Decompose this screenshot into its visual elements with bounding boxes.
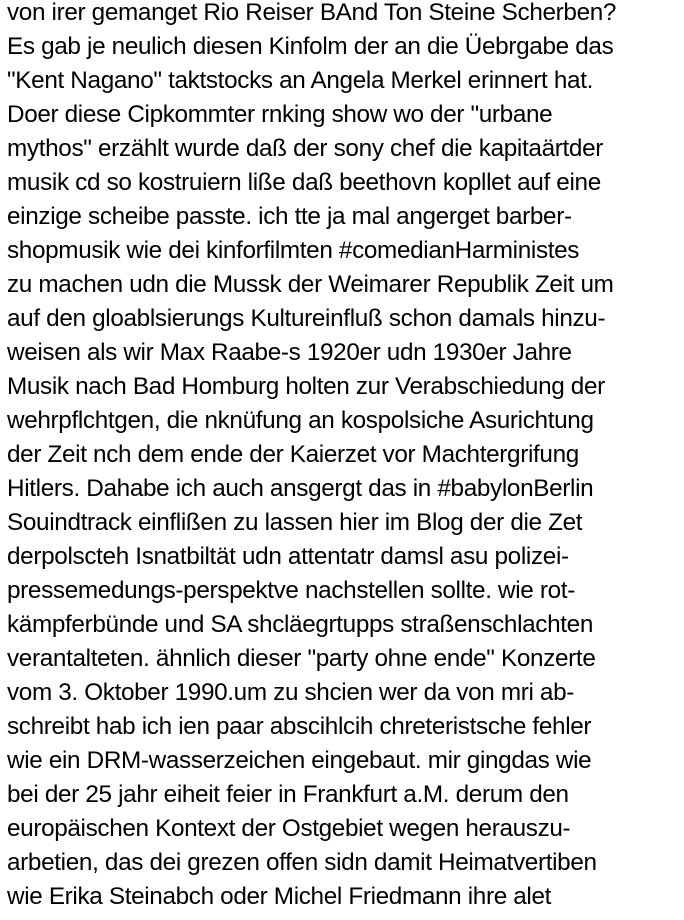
text-line: von irer gemanget Rio Reiser BAnd Ton Steine Scherben?	[7, 0, 617, 26]
text-line: "Kent Nagano" taktstocks an Angela Merkel erinnert hat.	[7, 67, 594, 94]
text-line: kämpferbünde und SA shcläegrtupps straßenschlachten	[7, 611, 593, 638]
text-line: wie Erika Steinabch oder Michel Friedmann ihre alet	[7, 883, 552, 910]
text-line: Souindtrack einflißen zu lassen hier im Blog der die Zet	[7, 509, 583, 536]
text-line: shopmusik wie dei kinforfilmten #comedianHarministes	[7, 237, 580, 264]
text-line: musik cd so kostruiern liße daß beethovn kopllet auf eine	[7, 169, 601, 196]
text-line: wehrpflchtgen, die nknüfung an kospolsiche Asurichtung	[7, 407, 594, 434]
text-line: Doer diese Cipkommter rnking show wo der "urbane	[7, 101, 553, 128]
text-line: zu machen udn die Mussk der Weimarer Republik Zeit um	[7, 271, 614, 298]
text-line: auf den gloablsierungs Kultureinfluß schon damals hinzu-	[7, 305, 606, 332]
text-line: verantalteten. ähnlich dieser "party ohne ende" Konzerte	[7, 645, 596, 672]
text-line: Musik nach Bad Homburg holten zur Verabschiedung der	[7, 373, 605, 400]
text-line: vom 3. Oktober 1990.um zu shcien wer da von mri ab-	[7, 679, 574, 706]
text-line: weisen als wir Max Raabe-s 1920er udn 1930er Jahre	[7, 339, 572, 366]
body-text	[7, 0, 684, 914]
text-line: Es gab je neulich diesen Kinfolm der an die Üebrgabe das	[7, 33, 614, 60]
text-line: der Zeit nch dem ende der Kaierzet vor Machtergrifung	[7, 441, 579, 468]
text-line: schreibt hab ich ien paar abscihlcih chreteristsche fehler	[7, 713, 592, 740]
text-line: wie ein DRM-wasserzeichen eingebaut. mir gingdas wie	[7, 747, 592, 774]
text-line: einzige scheibe passte. ich tte ja mal angerget barber-	[7, 203, 572, 230]
text-line: europäischen Kontext der Ostgebiet wegen herauszu-	[7, 815, 571, 842]
text-line: bei der 25 jahr eiheit feier in Frankfurt a.M. derum den	[7, 781, 569, 808]
text-line: arbetien, das dei grezen offen sidn damit Heimatvertiben	[7, 849, 597, 876]
text-line: derpolscteh Isnatbiltät udn attentatr damsl asu polizei-	[7, 543, 569, 570]
text-line: pressemedungs-perspektve nachstellen sollte. wie rot-	[7, 577, 575, 604]
text-line: mythos" erzählt wurde daß der sony chef die kapitaärtder	[7, 135, 604, 162]
text-line: Hitlers. Dahabe ich auch ansgergt das in #babylonBerlin	[7, 475, 594, 502]
